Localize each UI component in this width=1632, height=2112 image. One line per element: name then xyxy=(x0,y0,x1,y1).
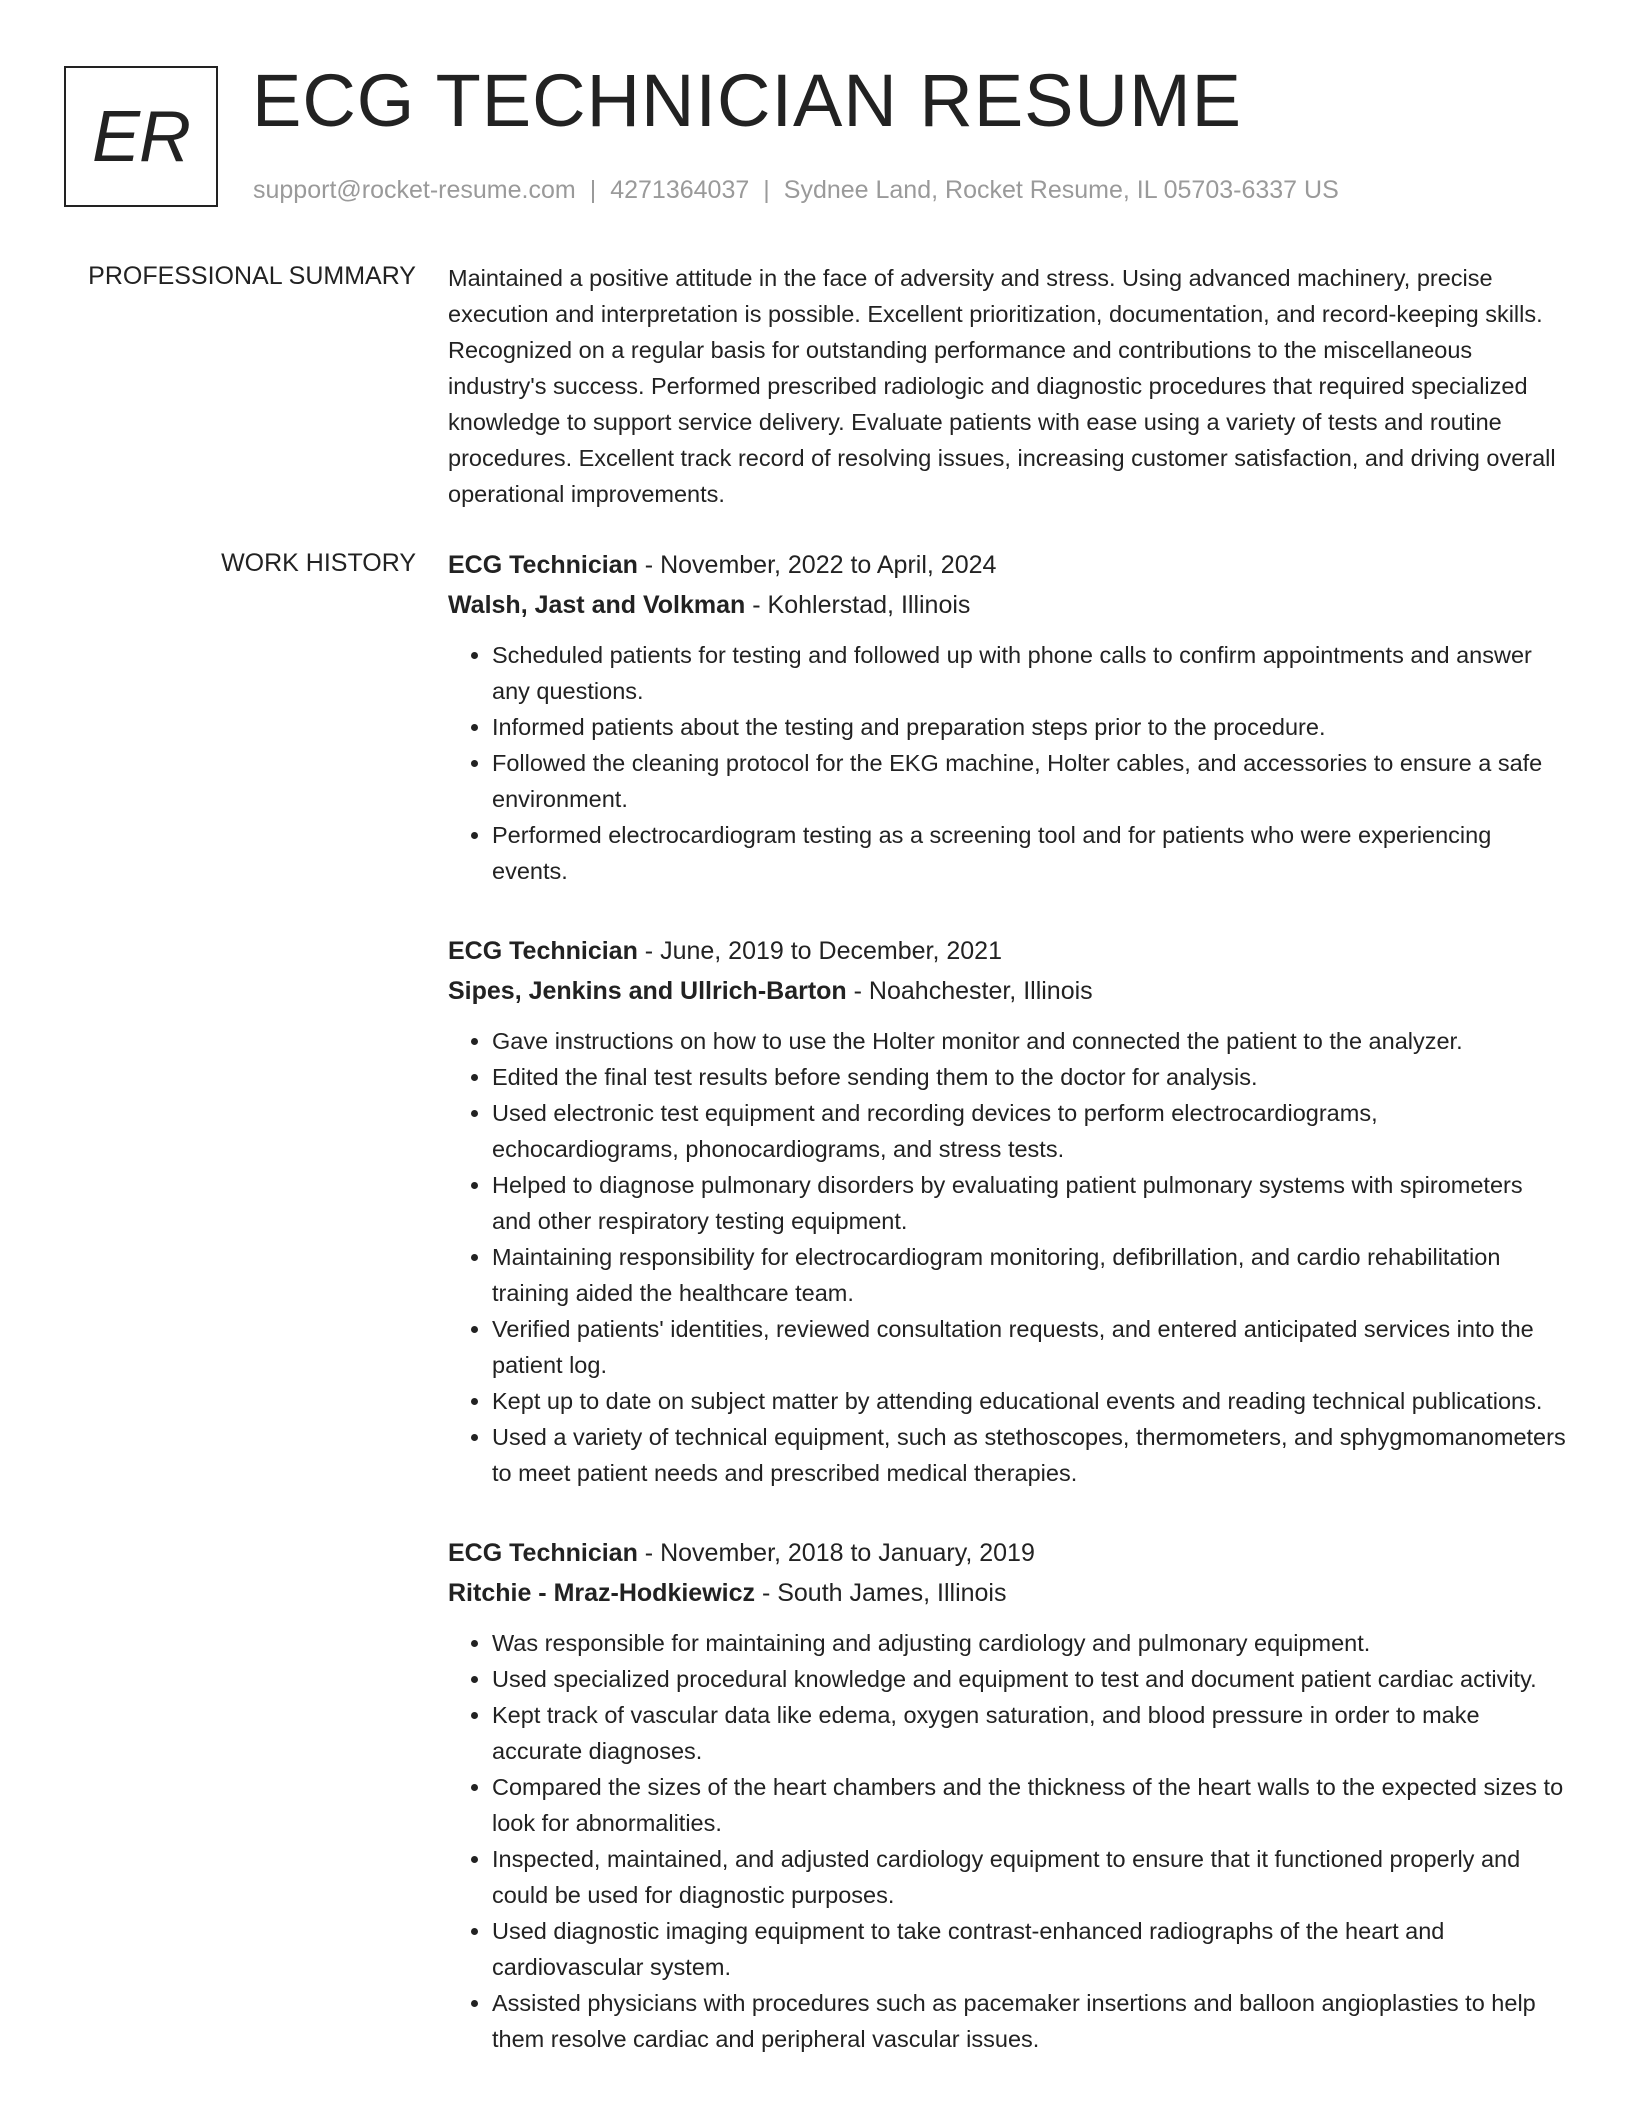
work-history-heading: WORK HISTORY xyxy=(221,549,416,577)
job-location: - Noahchester, Illinois xyxy=(846,977,1093,1005)
job-title-line xyxy=(448,931,1566,971)
job-bullet: • Verified patients' identities, reviewed consultation requests, and entered anticipated services into the patient log. xyxy=(492,1311,1566,1383)
job-bullet: • Performed electrocardiogram testing as a screening tool and for patients who were experiencing events. xyxy=(492,817,1566,889)
job-bullet: • Assisted physicians with procedures such as pacemaker insertions and balloon angioplasties to help them resolve cardiac and peripheral vascular issues. xyxy=(492,1985,1566,2057)
job-location: - South James, Illinois xyxy=(755,1579,1007,1607)
job-company: Walsh, Jast and Volkman xyxy=(448,591,746,619)
job-bullet: • Used diagnostic imaging equipment to take contrast-enhanced radiographs of the heart and cardiovascular system. xyxy=(492,1913,1566,1985)
job-bullet: • Used electronic test equipment and recording devices to perform electrocardiograms, echocardiograms, phonocardiograms, and stress tests. xyxy=(492,1095,1566,1167)
contact-separator: | xyxy=(763,176,770,204)
job-title-line xyxy=(448,1533,1566,1573)
job-company-line xyxy=(448,971,1566,1011)
job-bullet: • Gave instructions on how to use the Holter monitor and connected the patient to the analyzer. xyxy=(492,1023,1566,1059)
job-bullet: • Maintaining responsibility for electrocardiogram monitoring, defibrillation, and cardio rehabilitation training aided the healthcare team. xyxy=(492,1239,1566,1311)
job-location: - Kohlerstad, Illinois xyxy=(745,591,971,619)
job-entry xyxy=(448,931,1566,1491)
job-company-line xyxy=(448,585,1566,625)
job-entry xyxy=(448,1533,1566,2057)
summary-text: Maintained a positive attitude in the face of adversity and stress. Using advanced machinery, precise execution and interpretation is possible. Excellent prioritization, documentation, and record-keeping skills. Recognized on a regular basis for outstanding performance and contributions to the miscellaneous industry's success. Performed prescribed radiologic and diagnostic procedures that required specialized knowledge to support service delivery. Evaluate patients with ease using a variety of tests and routine procedures. Excellent track record of resolving issues, increasing customer satisfaction, and driving overall operational improvements. xyxy=(448,265,1556,507)
job-bullet-list xyxy=(448,1625,1566,2057)
job-bullet: • Kept up to date on subject matter by attending educational events and reading technical publications. xyxy=(492,1383,1566,1419)
job-bullet: • Followed the cleaning protocol for the EKG machine, Holter cables, and accessories to ensure a safe environment. xyxy=(492,745,1566,817)
work-history-body xyxy=(448,545,1566,2099)
monogram-logo: ER xyxy=(64,66,218,207)
page-title: ECG TECHNICIAN RESUME xyxy=(252,59,1242,142)
job-bullet: • Compared the sizes of the heart chambers and the thickness of the heart walls to the expected sizes to look for abnormalities. xyxy=(492,1769,1566,1841)
summary-heading: PROFESSIONAL SUMMARY xyxy=(88,262,416,290)
job-dates: - November, 2018 to January, 2019 xyxy=(637,1539,1035,1567)
contact-phone[interactable]: 4271364037 xyxy=(610,176,750,204)
contact-line xyxy=(253,172,1339,208)
job-bullet: • Kept track of vascular data like edema, oxygen saturation, and blood pressure in order to make accurate diagnoses. xyxy=(492,1697,1566,1769)
job-dates: - June, 2019 to December, 2021 xyxy=(637,937,1002,965)
job-dates: - November, 2022 to April, 2024 xyxy=(637,551,997,579)
job-title: ECG Technician xyxy=(448,937,638,965)
contact-address: Sydnee Land, Rocket Resume, IL 05703-6337 US xyxy=(783,176,1339,204)
job-bullet: • Scheduled patients for testing and followed up with phone calls to confirm appointments and answer any questions. xyxy=(492,637,1566,709)
job-company: Sipes, Jenkins and Ullrich-Barton xyxy=(448,977,847,1005)
job-bullet: • Used a variety of technical equipment, such as stethoscopes, thermometers, and sphygmomanometers to meet patient needs and prescribed medical therapies. xyxy=(492,1419,1566,1491)
job-bullet: • Informed patients about the testing and preparation steps prior to the procedure. xyxy=(492,709,1566,745)
job-bullet: • Was responsible for maintaining and adjusting cardiology and pulmonary equipment. xyxy=(492,1625,1566,1661)
job-bullet: • Edited the final test results before sending them to the doctor for analysis. xyxy=(492,1059,1566,1095)
job-bullet-list xyxy=(448,637,1566,889)
contact-email[interactable]: support@rocket-resume.com xyxy=(253,176,576,204)
job-bullet-list xyxy=(448,1023,1566,1491)
job-bullet: • Used specialized procedural knowledge and equipment to test and document patient cardiac activity. xyxy=(492,1661,1566,1697)
job-company-line xyxy=(448,1573,1566,1613)
job-bullet: • Helped to diagnose pulmonary disorders by evaluating patient pulmonary systems with spirometers and other respiratory testing equipment. xyxy=(492,1167,1566,1239)
job-title-line xyxy=(448,545,1566,585)
job-company: Ritchie - Mraz-Hodkiewicz xyxy=(448,1579,755,1607)
job-title: ECG Technician xyxy=(448,551,638,579)
job-title: ECG Technician xyxy=(448,1539,638,1567)
job-entry xyxy=(448,545,1566,889)
job-bullet: • Inspected, maintained, and adjusted cardiology equipment to ensure that it functioned properly and could be used for diagnostic purposes. xyxy=(492,1841,1566,1913)
contact-separator: | xyxy=(589,176,597,204)
summary-body xyxy=(448,258,1566,512)
